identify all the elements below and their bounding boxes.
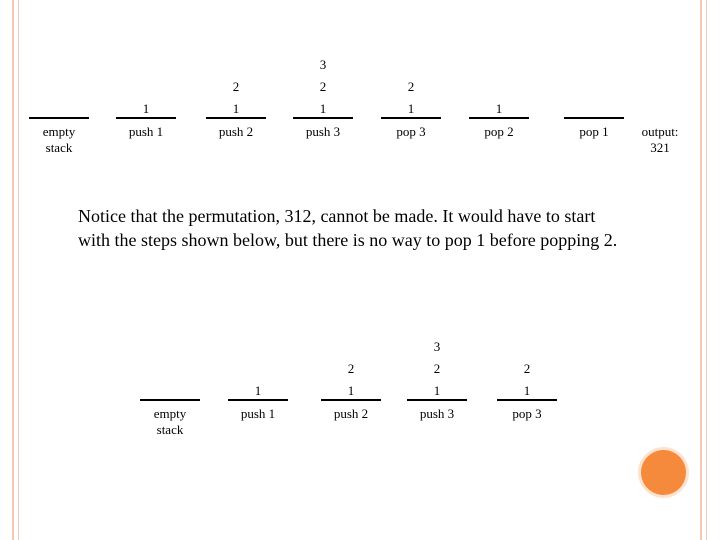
stack-item: 1	[254, 383, 262, 398]
stack-item: 3	[319, 57, 327, 72]
stack-base-line	[497, 399, 557, 401]
stack-item: 2	[523, 361, 531, 376]
stack-caption-line: pop 2	[484, 124, 514, 139]
stack-caption	[196, 124, 276, 140]
stack-item: 2	[433, 361, 441, 376]
stack-item: 2	[319, 79, 327, 94]
stack-caption-line: empty	[42, 124, 76, 139]
stack-caption	[283, 124, 363, 140]
notice-text: Notice that the permutation, 312, cannot be made. It would have to start with the steps shown below, but there is no way to pop 1 before popping 2.	[78, 206, 618, 250]
stack-caption-line: push 1	[240, 406, 276, 421]
stack-base-line	[140, 399, 200, 401]
stack-base-line	[469, 117, 529, 119]
stack-caption	[218, 406, 298, 422]
accent-circle	[641, 450, 686, 495]
stack-base-line	[116, 117, 176, 119]
stack-item: 1	[142, 101, 150, 116]
stack-caption-line: pop 1	[579, 124, 609, 139]
stack-item: 1	[319, 101, 327, 116]
stack-caption-line: pop 3	[512, 406, 542, 421]
stack-caption	[371, 124, 451, 140]
stack-item: 1	[347, 383, 355, 398]
stack-base-line	[407, 399, 467, 401]
output-label-line-1: output:	[641, 124, 679, 139]
stack-caption-line: push 3	[305, 124, 341, 139]
stack-base-line	[381, 117, 441, 119]
stack-caption-line: push 3	[419, 406, 455, 421]
stack-item: 2	[407, 79, 415, 94]
stack-caption	[19, 124, 99, 156]
stack-caption	[130, 406, 210, 438]
stack-caption	[106, 124, 186, 140]
stack-item: 1	[232, 101, 240, 116]
stack-base-line	[206, 117, 266, 119]
stack-item: 1	[495, 101, 503, 116]
output-label	[620, 124, 700, 156]
output-label-line-2: 321	[650, 140, 670, 155]
stack-base-line	[29, 117, 89, 119]
stack-base-line	[293, 117, 353, 119]
stack-item: 2	[347, 361, 355, 376]
stack-caption-line: push 2	[218, 124, 254, 139]
stack-caption-line: empty	[153, 406, 187, 421]
stack-caption	[487, 406, 567, 422]
stack-caption	[311, 406, 391, 422]
stack-caption-line: push 1	[128, 124, 164, 139]
stack-base-line	[321, 399, 381, 401]
stack-item: 2	[232, 79, 240, 94]
stack-caption-line: stack	[45, 140, 73, 155]
stack-caption	[459, 124, 539, 140]
stack-base-line	[228, 399, 288, 401]
stack-item: 1	[407, 101, 415, 116]
stack-base-line	[564, 117, 624, 119]
stack-item: 1	[433, 383, 441, 398]
stack-item: 3	[433, 339, 441, 354]
stack-caption	[397, 406, 477, 422]
stack-caption-line: push 2	[333, 406, 369, 421]
stack-item: 1	[523, 383, 531, 398]
stack-caption-line: pop 3	[396, 124, 426, 139]
stack-caption-line: stack	[156, 422, 184, 437]
